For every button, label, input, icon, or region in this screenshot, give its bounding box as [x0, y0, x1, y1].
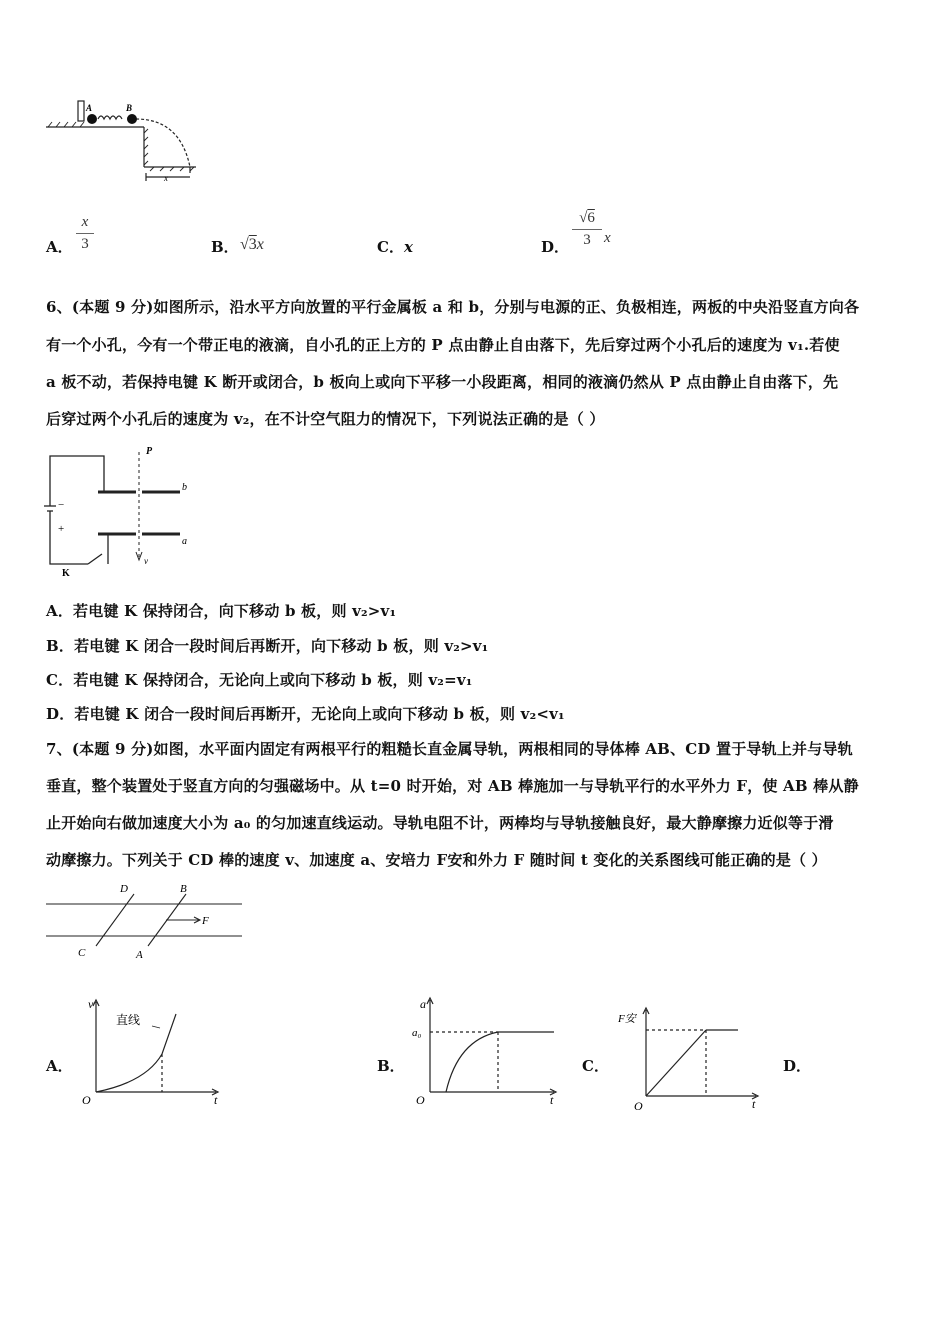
- q5-option-d[interactable]: D．: [541, 238, 570, 256]
- q7-option-b[interactable]: B．: [377, 1057, 405, 1075]
- q5-option-d-var: x: [604, 230, 611, 246]
- label-b: b: [182, 482, 187, 493]
- q5-option-c[interactable]: C．x: [377, 238, 413, 256]
- q7-line-4: 动摩擦力。下列关于 CD 棒的速度 v、加速度 a、安培力 F安和外力 F 随时间 t 变化的关系图线可能正确的是（ ）: [46, 851, 827, 869]
- q7-line-3: 止开始向右做加速度大小为 a₀ 的匀加速直线运动。导轨电阻不计，两棒均与导轨接触良好，最大静摩擦力近似等于滑: [46, 814, 834, 832]
- label-d: D: [120, 883, 128, 895]
- tick-a0: a₀: [412, 1027, 422, 1039]
- note-straight-line: 直线: [116, 1013, 141, 1027]
- origin: O: [634, 1099, 643, 1112]
- label-c: C: [78, 947, 86, 959]
- axis-y: a: [420, 997, 426, 1011]
- q5-option-a-fraction: x 3: [76, 214, 94, 253]
- label-b: B: [126, 103, 133, 113]
- axis-y: v: [88, 997, 94, 1011]
- q5-figure: [40, 95, 200, 187]
- origin: O: [416, 1093, 425, 1106]
- q6-option-a[interactable]: A．若电键 K 保持闭合，向下移动 b 板，则 v₂>v₁: [46, 602, 397, 620]
- q7-line-1: 7、(本题 9 分)如图，水平面内固定有两根平行的粗糙长直金属导轨，两根相同的导体棒 AB、CD 置于导轨上并与导轨: [46, 740, 853, 758]
- q7-figure: [40, 880, 250, 962]
- label-plus: +: [58, 523, 65, 535]
- q6-line-2: 有一个小孔，今有一个带正电的液滴，自小孔的正上方的 P 点由静止自由落下，先后穿过两个小孔后的速度为 v₁.若使: [46, 336, 840, 354]
- axis-x: t: [214, 1093, 218, 1106]
- origin: O: [82, 1093, 91, 1106]
- q6-line-1: 6、(本题 9 分)如图所示，沿水平方向放置的平行金属板 a 和 b，分别与电源的正、负极相连，两板的中央沿竖直方向各: [46, 298, 860, 316]
- label-p: P: [146, 446, 153, 457]
- q7-graph-b: [410, 992, 560, 1106]
- label-a: A: [136, 949, 143, 961]
- axis-y: F安: [618, 1013, 636, 1025]
- label-x: x: [164, 173, 168, 183]
- q5-option-a[interactable]: A．: [46, 238, 73, 256]
- q5-option-b-expr: √3x: [240, 236, 264, 253]
- label-v: v: [144, 556, 148, 566]
- label-a: a: [182, 536, 187, 547]
- q6-line-4: 后穿过两个小孔后的速度为 v₂，在不计空气阻力的情况下，下列说法正确的是（ ）: [46, 410, 605, 428]
- q5-option-d-fraction: √6 3: [572, 210, 602, 249]
- q6-line-3: a 板不动，若保持电键 K 断开或闭合，b 板向上或向下平移一小段距离，相同的液滴仍然从 P 点由静止自由落下，先: [46, 373, 839, 391]
- axis-x: t: [752, 1097, 756, 1111]
- q6-figure: [40, 440, 200, 580]
- q7-graph-c: [614, 1006, 764, 1112]
- label-b: B: [180, 883, 187, 895]
- label-a: A: [86, 103, 93, 113]
- q7-option-a[interactable]: A．: [46, 1057, 73, 1075]
- q6-option-d[interactable]: D．若电键 K 闭合一段时间后再断开，无论向上或向下移动 b 板，则 v₂<v₁: [46, 705, 565, 723]
- axis-x: t: [550, 1093, 554, 1106]
- q6-option-b[interactable]: B．若电键 K 闭合一段时间后再断开，向下移动 b 板，则 v₂>v₁: [46, 637, 489, 655]
- q5-option-b[interactable]: B．: [211, 238, 239, 256]
- label-k: K: [62, 568, 70, 579]
- label-f: F: [202, 915, 209, 927]
- label-minus: −: [58, 499, 65, 511]
- q7-graph-a: [76, 992, 226, 1106]
- q7-option-c[interactable]: C．: [582, 1057, 609, 1075]
- q7-option-d[interactable]: D．: [783, 1057, 812, 1075]
- q7-line-2: 垂直，整个装置处于竖直方向的匀强磁场中。从 t=0 时开始，对 AB 棒施加一与导轨平行的水平外力 F，使 AB 棒从静: [46, 777, 859, 795]
- q6-option-c[interactable]: C．若电键 K 保持闭合，无论向上或向下移动 b 板，则 v₂=v₁: [46, 671, 473, 689]
